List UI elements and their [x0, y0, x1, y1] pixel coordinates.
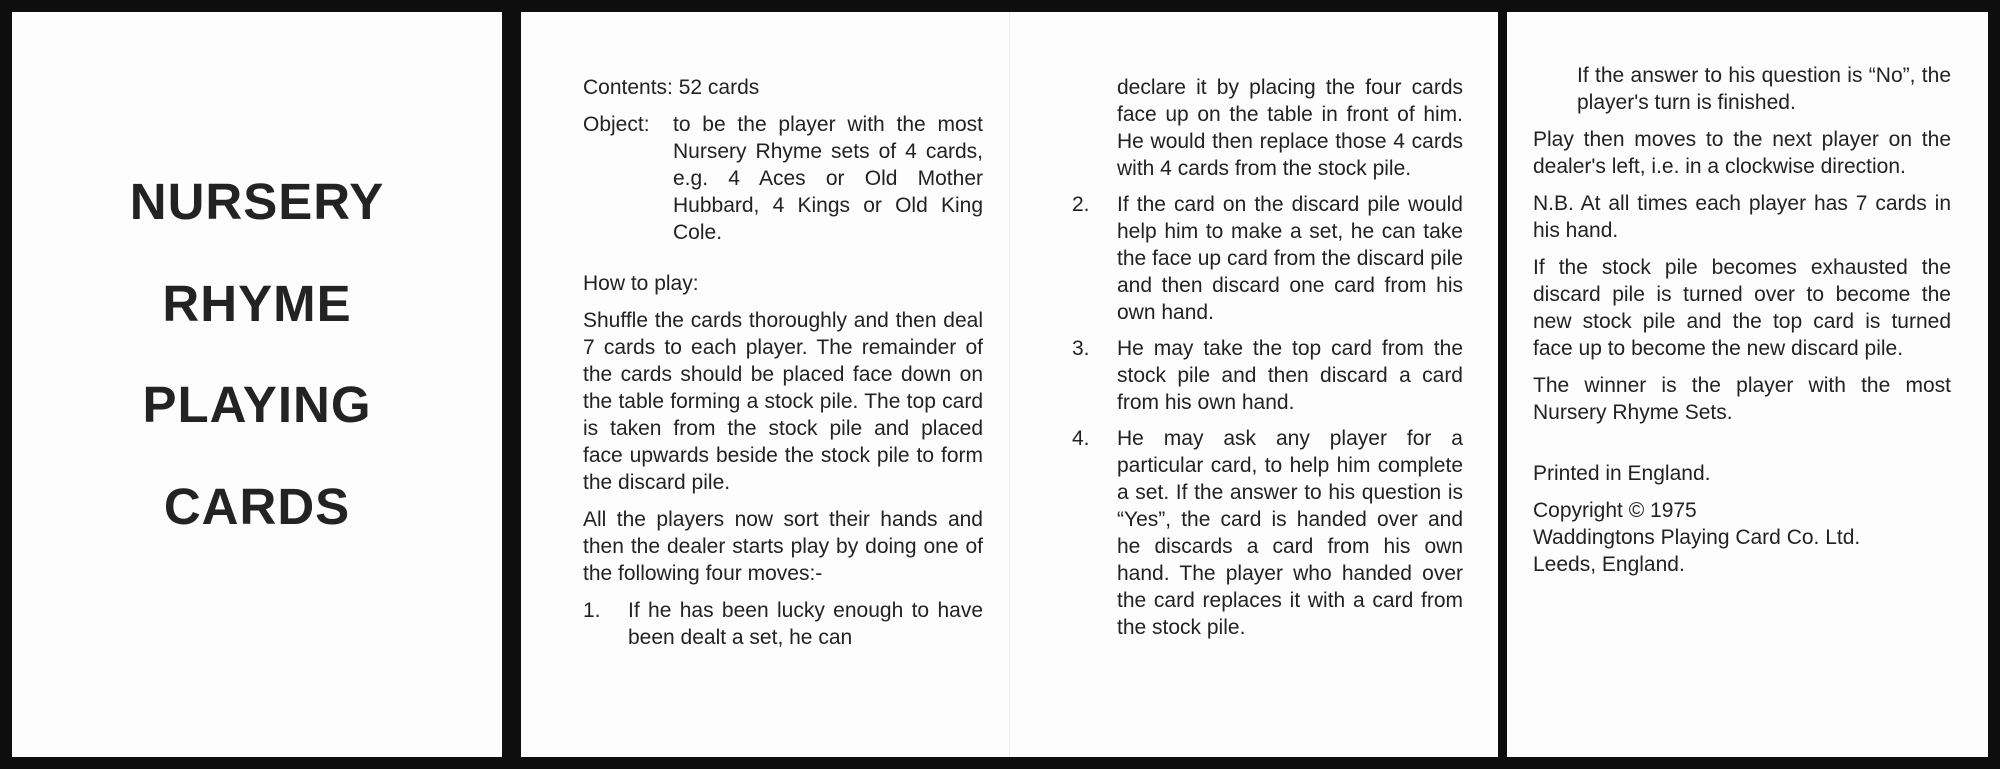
move-2-number: 2.	[1072, 193, 1090, 216]
move-3	[1072, 335, 1463, 416]
city-line: Leeds, England.	[1533, 553, 1685, 576]
winner-paragraph: The winner is the player with the most Nursery Rhyme Sets.	[1533, 374, 1951, 424]
rules-column-right	[1072, 74, 1463, 650]
fold-line	[1009, 12, 1010, 757]
move-2	[1072, 191, 1463, 326]
move-4-text: He may ask any player for a particular card, to help him complete a set. If the answer to his question is “Yes”, the card is handed over and he discards a card from his own hand. The player who handed over the card replaces it with a card from the stock pile.	[1117, 427, 1463, 639]
move-1-number: 1.	[583, 599, 601, 622]
object-label: Object:	[583, 113, 650, 136]
sort-hands-paragraph: All the players now sort their hands and then the dealer starts play by doing one of the following four moves:-	[583, 508, 983, 585]
copyright-line: Copyright © 1975	[1533, 499, 1697, 522]
move-1-text-start: If he has been lucky enough to have been dealt a set, he can	[628, 599, 983, 649]
rules-panel	[521, 12, 1498, 757]
setup-paragraph: Shuffle the cards thoroughly and then deal 7 cards to each player. The remainder of the cards should be placed face down on the table forming a stock pile. The top card is taken from the stock pile and placed face upwards beside the stock pile to form the discard pile.	[583, 309, 983, 494]
move-1-text-continued: declare it by placing the four cards face up on the table in front of him. He would then replace those 4 cards with 4 cards from the stock pile.	[1117, 76, 1463, 180]
rules-column-left	[583, 74, 983, 660]
title-line-2: RHYME	[162, 275, 352, 332]
cover-panel	[12, 12, 502, 757]
title-line-4: CARDS	[163, 478, 351, 535]
move-4	[1072, 425, 1463, 641]
title-line-1: NURSERY	[129, 173, 385, 230]
back-column	[1533, 62, 1951, 578]
move-1	[583, 597, 983, 651]
company-line: Waddingtons Playing Card Co. Ltd.	[1533, 526, 1861, 549]
contents-line: Contents: 52 cards	[583, 76, 760, 99]
move-2-text: If the card on the discard pile would help him to make a set, he can take the face up card from the discard pile and then discard one card from his own hand.	[1117, 193, 1463, 324]
move-3-text: He may take the top card from the stock pile and then discard a card from his own hand.	[1117, 337, 1463, 414]
how-to-play-heading: How to play:	[583, 272, 699, 295]
move-3-number: 3.	[1072, 337, 1090, 360]
object-text: to be the player with the most Nursery Rhyme sets of 4 cards, e.g. 4 Aces or Old Mother Hubbard, 4 Kings or Old King Cole.	[673, 113, 983, 244]
nb-paragraph: N.B. At all times each player has 7 cards in his hand.	[1533, 192, 1951, 242]
object-row	[583, 111, 983, 246]
printed-in-line: Printed in England.	[1533, 462, 1711, 485]
play-moves-paragraph: Play then moves to the next player on the dealer's left, i.e. in a clockwise direction.	[1533, 128, 1951, 178]
title-line-3: PLAYING	[142, 376, 372, 433]
move-4-number: 4.	[1072, 427, 1090, 450]
stock-exhausted-paragraph: If the stock pile becomes exhausted the discard pile is turned over to become the new stock pile and the top card is turned face up to become the new discard pile.	[1533, 256, 1951, 360]
move-4-continued: If the answer to his question is “No”, the player's turn is finished.	[1577, 64, 1951, 114]
back-panel	[1507, 12, 1988, 757]
